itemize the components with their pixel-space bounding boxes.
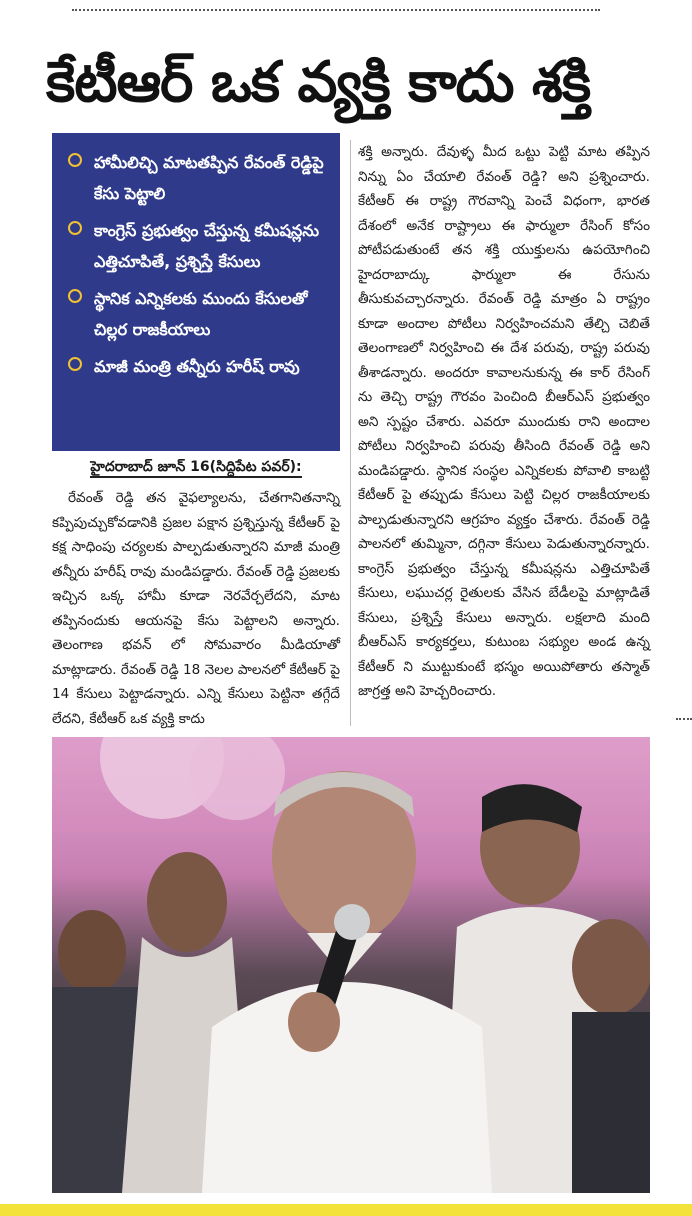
article-body-right: శక్తి అన్నారు. దేవుళ్ళ మీద ఒట్టు పెట్టి మాట తప్పిన నిన్ను ఏం చేయాలి రేవంత్ రెడ్డి? అని ప్రశ్నించారు. కేటీఆర్ ఈ రాష్ట్ర గౌరవాన్ని పెంచే విధంగా, భారత దేశంలో అనేక రాష్ట్రాలు ఈ ఫార్ములా రేసింగ్ కోసం పోటీపడుతుంటే తన శక్తి యుక్తులను ఉపయోగించి హైదరాబాద్కు ఫార్ములా ఈ రేసును తీసుకువచ్చారన్నారు. రేవంత్ రెడ్డి మాత్రం ఏ రాష్ట్రం కూడా అందాల పోటీలు నిర్వహించమని తేల్చి చెబితే తెలంగాణలో నిర్వహించి ఈ దేశ పరువు, రాష్ట్ర పరువు తీశాడన్నారు. అందరూ కావాలనుకున్న ఈ కార్ రేసింగ్ ను తెచ్చి రాష్ట్ర గౌరవం పెంచింది బీఆర్ఎస్ ప్రభుత్వం అని స్పష్టం చేశారు. ఎవరూ ముందుకు రాని అందాల పోటీలు నిర్వహించి పరువు తీసింది రేవంత్ రెడ్డి అని మండిపడ్డారు. స్థానిక సంస్థల ఎన్నికలకు పోవాలి కాబట్టి కేటీఆర్ పై తప్పుడు కేసులు పెట్టి చిల్లర రాజకీయాలకు పాల్పడుతున్నారని ఆగ్రహం వ్యక్తం చేశారు. రేవంత్ రెడ్డి పాలనలో తుమ్మినా, దగ్గినా కేసులు పెడుతున్నారన్నారు. కాంగ్రెస్ ప్రభుత్వం చేస్తున్న కమీషన్లను ఎత్తిచూపితే కేసులు, లఘుచర్ల రైతులకు వేసిన బేడీలపై మాట్లాడితే కేసులు, ప్రశ్నిస్తే కేసులు అన్నారు. లక్షలాది మంది బీఆర్ఎస్ కార్యకర్తలు, కుటుంబ సభ్యుల అండ ఉన్న కేటీఆర్ ని ముట్టుకుంటే భస్మం అయిపోతారు తస్మాత్ జాగ్రత్త అని హెచ్చరించారు.	[358, 144, 650, 699]
column-divider	[350, 140, 351, 726]
news-photo	[52, 737, 650, 1193]
top-dotted-rule	[72, 9, 600, 11]
bullet-circle-icon	[68, 289, 82, 303]
highlight-item: మాజీ మంత్రి తన్నీరు హరీష్ రావు	[68, 351, 332, 382]
highlight-item: కాంగ్రెస్ ప్రభుత్వం చేస్తున్న కమీషన్లను ఎత్తిచూపితే, ప్రశ్నిస్తే కేసులు	[68, 215, 332, 277]
highlight-item: స్థానిక ఎన్నికలకు ముందు కేసులతో చిల్లర రాజకీయాలు	[68, 283, 332, 345]
photo-illustration	[52, 737, 650, 1193]
bottom-yellow-bar	[0, 1204, 692, 1216]
article-body-left: రేవంత్ రెడ్డి తన వైఫల్యాలను, చేతగానితనాన్ని కప్పిపుచ్చుకోవడానికి ప్రజల పక్షాన ప్రశ్నిస్తున్న కేటీఆర్ పై కక్ష సాధింపు చర్యలకు పాల్పడుతున్నారని మాజీ మంత్రి తన్నీరు హరీష్ రావు మండిపడ్డారు. రేవంత్ రెడ్డి ప్రజలకు ఇచ్చిన ఒక్క హామీ కూడా నెరవేర్చలేదని, మాట తప్పినందుకు ఆయనపై కేసు పెట్టాలని అన్నారు. తెలంగాణ భవన్ లో సోమవారం మీడియాతో మాట్లాడారు. రేవంత్ రెడ్డి 18 నెలల పాలనలో కేటీఆర్ పై 14 కేసులు పెట్టాడన్నారు. ఎన్ని కేసులు పెట్టినా తగ్గేదే లేదని, కేటీఆర్ ఒక వ్యక్తి కాదు	[52, 490, 340, 727]
bullet-circle-icon	[68, 153, 82, 167]
bullet-circle-icon	[68, 221, 82, 235]
highlights-box	[52, 133, 340, 451]
bullet-circle-icon	[68, 357, 82, 371]
headline: కేటీఆర్ ఒక వ్యక్తి కాదు శక్తి	[46, 50, 591, 115]
highlight-item: హామీలిచ్చి మాటతప్పిన రేవంత్ రెడ్డిపై కేసు పెట్టాలి	[68, 147, 332, 209]
side-dotted-rule	[676, 718, 692, 720]
dateline: హైదరాబాద్ జూన్ 16(సిద్దిపేట పవర్):	[52, 456, 340, 478]
